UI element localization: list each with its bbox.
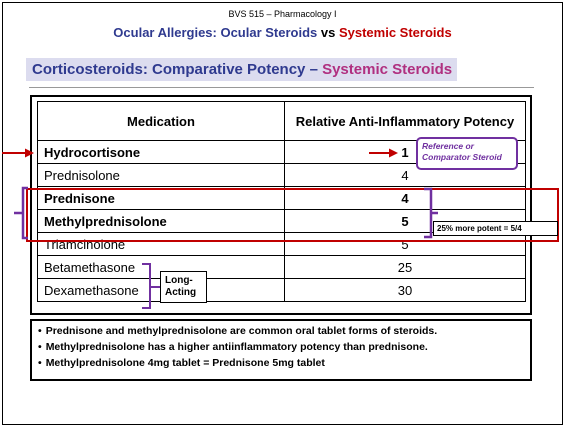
divider	[29, 87, 534, 88]
header-potency: Relative Anti-Inflammatory Potency	[285, 102, 526, 141]
subtitle-part2: Systemic Steroids	[322, 61, 453, 78]
table-header-row	[38, 102, 526, 141]
reference-line2: Comparator Steroid	[422, 152, 502, 162]
potency-value: 5	[285, 233, 526, 256]
reference-callout	[416, 137, 518, 170]
bullet-text: Methylprednisolone 4mg tablet = Prednisone 5mg tablet	[45, 357, 325, 369]
bullet-marker: •	[38, 357, 42, 369]
bullet-item	[38, 355, 524, 371]
potency-value: 30	[285, 279, 526, 302]
medication-name: Dexamethasone	[38, 279, 285, 302]
medication-name: Prednisone	[38, 187, 285, 210]
long-acting-callout	[160, 271, 207, 303]
potency-value: 1	[285, 141, 526, 164]
course-label: BVS 515 – Pharmacology I	[228, 9, 337, 19]
header-medication: Medication	[38, 102, 285, 141]
medication-name: Hydrocortisone	[38, 141, 285, 164]
table-row	[38, 187, 526, 210]
slide-title	[3, 25, 562, 40]
long-line1: Long-	[165, 275, 193, 286]
medication-name: Methylprednisolone	[38, 210, 285, 233]
long-line2: Acting	[165, 287, 197, 298]
reference-line1: Reference or	[422, 141, 474, 151]
table-row	[38, 256, 526, 279]
bullet-item	[38, 323, 524, 339]
title-vs: vs	[317, 25, 339, 40]
bullet-item	[38, 339, 524, 355]
medication-name: Triamcinolone	[38, 233, 285, 256]
title-part1: Ocular Allergies: Ocular Steroids	[113, 25, 318, 40]
title-part2: Systemic Steroids	[338, 25, 452, 40]
potency-note: 25% more potent = 5/4	[437, 224, 522, 233]
medication-name: Betamethasone	[38, 256, 285, 279]
subtitle-part1: Corticosteroids: Comparative Potency –	[32, 61, 323, 78]
potency-value: 4	[285, 187, 526, 210]
bullet-list	[30, 319, 532, 381]
medication-name: Prednisolone	[38, 164, 285, 187]
bullet-text: Methylprednisolone has a higher antiinflammatory potency than prednisone.	[45, 341, 428, 353]
potency-value: 25	[285, 256, 526, 279]
bullet-marker: •	[38, 341, 42, 353]
potency-table	[37, 101, 526, 302]
bullet-text: Prednisone and methylprednisolone are common oral tablet forms of steroids.	[45, 325, 438, 337]
bullet-marker: •	[38, 325, 42, 337]
potency-note-callout	[433, 221, 558, 236]
potency-value: 5	[285, 210, 526, 233]
section-subtitle	[26, 58, 457, 81]
potency-value: 4	[285, 164, 526, 187]
table-row	[38, 279, 526, 302]
